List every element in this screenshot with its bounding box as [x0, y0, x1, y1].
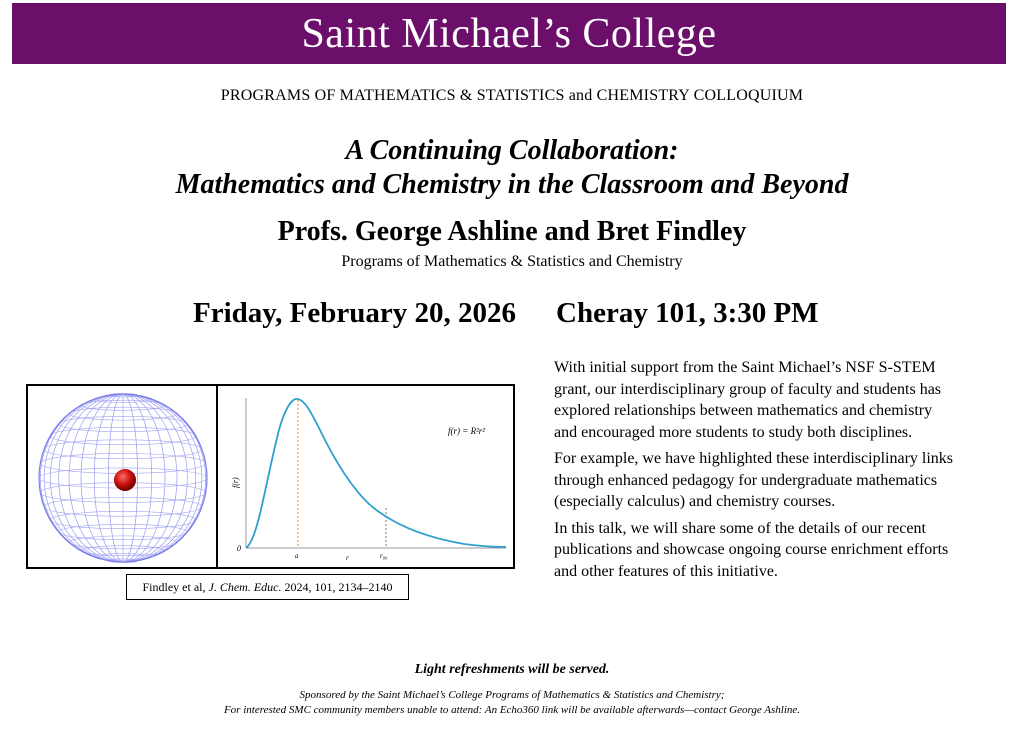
figure-panel: [26, 384, 515, 569]
sponsor-line-2: For interested SMC community members unable to attend: An Echo360 link will be available afterwards—contact George Ashline.: [223, 704, 801, 716]
talk-title-line2: Mathematics and Chemistry in the Classroom and Beyond: [175, 169, 849, 200]
speaker-affiliation: Programs of Mathematics & Statistics and Chemistry: [341, 253, 683, 270]
event-location-time: Cheray 101, 3:30 PM: [556, 297, 819, 329]
orbital-sphere-illustration: [36, 392, 210, 564]
sponsor-note: [0, 688, 1024, 718]
speaker-names: Profs. George Ashline and Bret Findley: [277, 216, 747, 247]
tick-r90: r₉₀: [380, 552, 388, 560]
refreshments-note: Light refreshments will be served.: [414, 662, 610, 677]
event-date: Friday, February 20, 2026: [193, 297, 517, 329]
tick-a: a: [295, 552, 299, 560]
figure-divider: [216, 386, 218, 567]
college-name: Saint Michael’s College: [301, 10, 717, 57]
radial-distribution-plot: [224, 390, 509, 565]
colloquium-series: PROGRAMS OF MATHEMATICS & STATISTICS and CHEMISTRY COLLOQUIUM: [220, 87, 804, 104]
sponsor-line-1: Sponsored by the Saint Michael’s College Programs of Mathematics & Statistics and Chemistry;: [299, 689, 725, 701]
origin-label: 0: [237, 544, 241, 553]
tick-r: r: [346, 554, 349, 562]
nucleus-sphere: [114, 469, 136, 491]
caption-authors: Findley et al,: [142, 579, 209, 594]
abstract-paragraph-3: In this talk, we will share some of the details of our recent publications and showcase ongoing course enrichment efforts and other features of this initiative.: [554, 519, 949, 580]
figure-caption: [126, 574, 409, 600]
abstract-paragraph-1: With initial support from the Saint Michael’s NSF S-STEM grant, our interdisciplinary group of faculty and students has explored relationships between mathematics and chemistry and encouraged more students to study both disciplines.: [554, 359, 942, 441]
function-label: f(r) = R²r²: [448, 426, 485, 436]
abstract: [554, 357, 954, 587]
caption-journal: J. Chem. Educ.: [208, 579, 282, 594]
talk-title-line1: A Continuing Collaboration:: [345, 135, 679, 166]
caption-citation: 2024, 101, 2134–2140: [281, 579, 393, 594]
y-axis-label: f(r): [231, 477, 240, 488]
distribution-curve: [246, 399, 506, 548]
talk-title: [0, 134, 1024, 202]
abstract-paragraph-2: For example, we have highlighted these interdisciplinary links through enhanced pedagogy for undergraduate mathematics (especially calculus) and chemistry courses.: [554, 450, 954, 510]
header-banner: [12, 3, 1006, 64]
